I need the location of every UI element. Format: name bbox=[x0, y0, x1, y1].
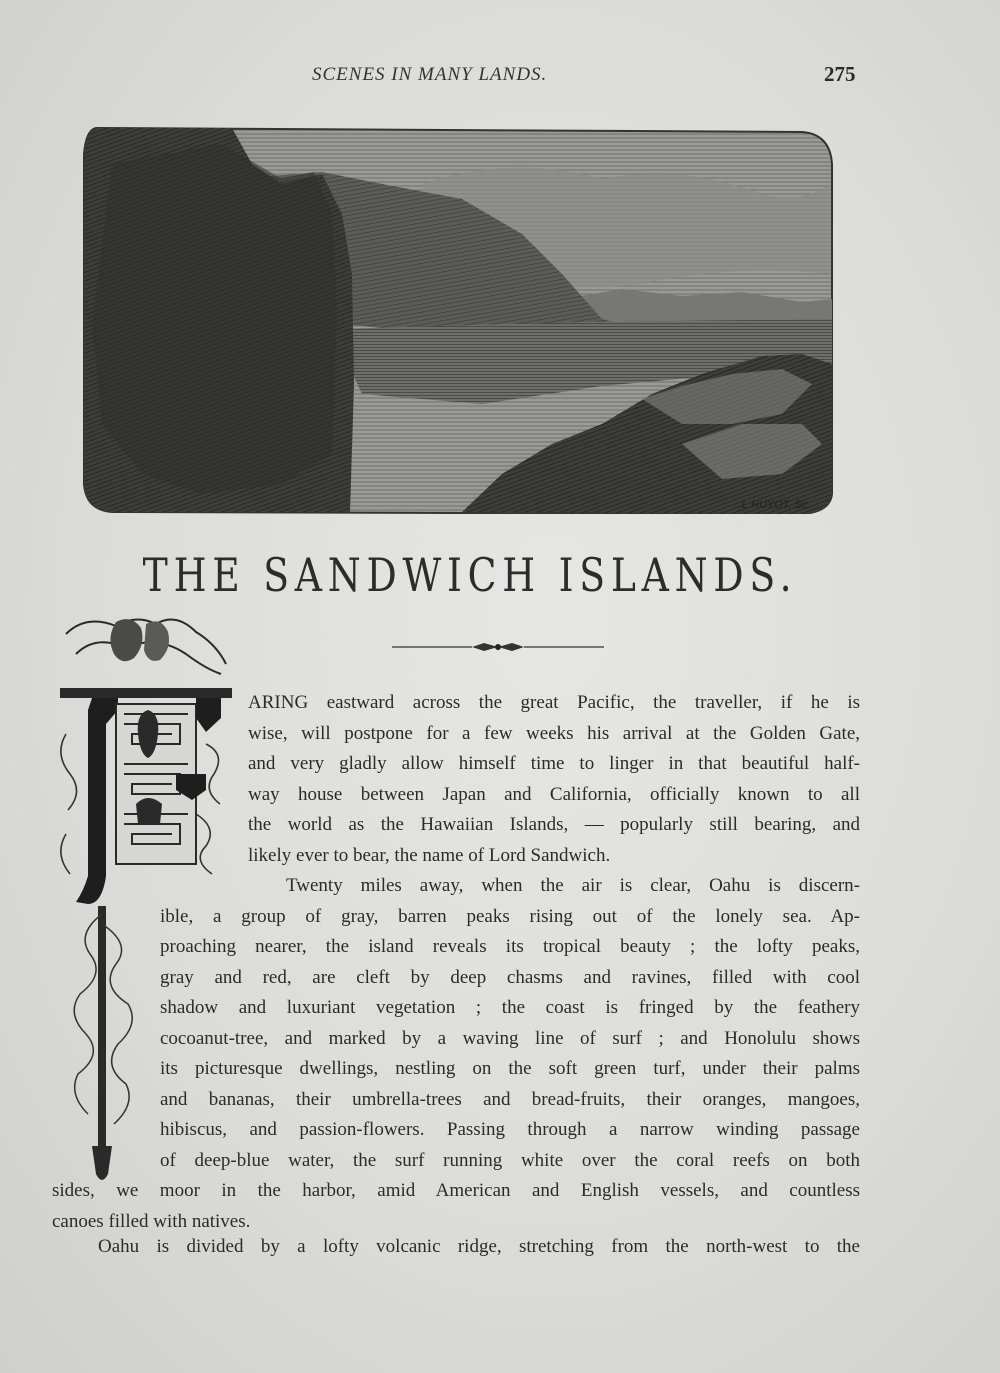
running-head bbox=[0, 62, 1000, 92]
engraver-signature: L.HUYOT. Sc. bbox=[742, 499, 811, 511]
text-line: shadow and luxuriant vegetation ; the coast is fringed by the feathery bbox=[160, 997, 860, 1018]
text-line: and bananas, their umbrella-trees and bread-fruits, their oranges, mangoes, bbox=[160, 1088, 860, 1110]
chapter-title: THE SANDWICH ISLANDS. bbox=[142, 548, 798, 602]
text-line: of deep-blue water, the surf running white over the coral reefs on both bbox=[160, 1149, 860, 1171]
text-line: canoes filled with natives. bbox=[52, 1210, 251, 1232]
valley-cliffs-engraving bbox=[82, 124, 834, 514]
paragraph-1 bbox=[248, 688, 860, 871]
engraving-illustration bbox=[82, 124, 834, 514]
text-line: sides, we moor in the harbor, amid American and English vessels, and countless bbox=[52, 1180, 860, 1201]
text-line: likely ever to bear, the name of Lord Sandwich. bbox=[248, 844, 611, 866]
text-line: way house between Japan and California, officially known to all bbox=[248, 783, 860, 805]
text-line: the world as the Hawaiian Islands, — popularly still bearing, and bbox=[248, 814, 860, 835]
paragraph-2 bbox=[52, 871, 860, 1237]
text-line: its picturesque dwellings, nestling on the soft green turf, under their palms bbox=[160, 1058, 860, 1079]
text-line: hibiscus, and passion-flowers. Passing through a narrow winding passage bbox=[160, 1119, 860, 1140]
text-line: Oahu is divided by a lofty volcanic ridge, stretching from the north-west to the bbox=[98, 1236, 860, 1257]
text-line: ible, a group of gray, barren peaks rising out of the lonely sea. Ap- bbox=[160, 905, 860, 927]
text-line: and very gladly allow himself time to linger in that beautiful half- bbox=[248, 753, 860, 774]
text-line: gray and red, are cleft by deep chasms and ravines, filled with cool bbox=[160, 966, 860, 988]
text-line: wise, will postpone for a few weeks his arrival at the Golden Gate, bbox=[248, 722, 860, 744]
page-number: 275 bbox=[824, 62, 856, 86]
text-line: Twenty miles away, when the air is clear, Oahu is discern- bbox=[286, 875, 860, 896]
paragraph-3 bbox=[98, 1232, 860, 1263]
text-line: cocoanut-tree, and marked by a waving line of surf ; and Honolulu shows bbox=[160, 1027, 860, 1049]
text-line: ARING eastward across the great Pacific, the traveller, if he is bbox=[248, 692, 860, 713]
text-line: proaching nearer, the island reveals its tropical beauty ; the lofty peaks, bbox=[160, 936, 860, 957]
running-title: SCENES IN MANY LANDS. bbox=[312, 64, 548, 85]
ornamental-divider bbox=[392, 640, 604, 654]
